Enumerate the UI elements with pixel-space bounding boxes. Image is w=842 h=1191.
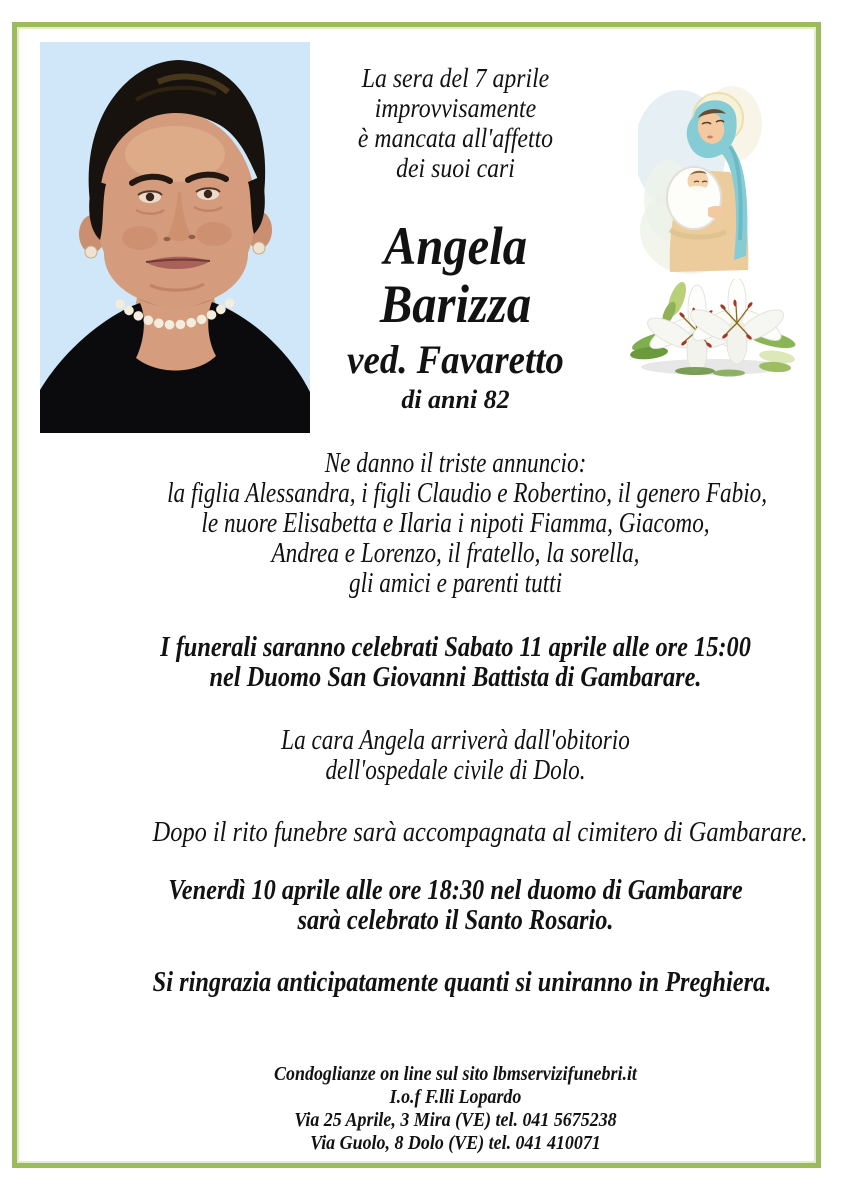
footer-address-dolo-line: Via Guolo, 8 Dolo (VE) tel. 041 410071 [310, 1133, 601, 1154]
funeral-line: nel Duomo San Giovanni Battista di Gambarare. [209, 661, 702, 693]
burial-line: Dopo il rito funebre sarà accompagnata al cimitero di Gambarare. [152, 816, 808, 848]
thanks-line: Si ringrazia anticipatamente quanti si uniranno in Preghiera. [152, 966, 772, 998]
rosary-line: Venerdì 10 aprile alle ore 18:30 nel duomo di Gambarare [168, 874, 743, 906]
intro-line: è mancata all'affetto [357, 123, 554, 153]
funeral-home-footer [124, 1063, 787, 1155]
deceased-name-block [95, 217, 816, 414]
arrival-line: dell'ospedale civile di Dolo. [325, 754, 586, 786]
footer-address-mira-line: Via 25 Aprile, 3 Mira (VE) tel. 041 5675238 [294, 1110, 617, 1131]
announcement-line: Ne danno il triste annuncio: [324, 447, 587, 479]
deceased-widow-line: ved. Favaretto [347, 337, 564, 382]
intro-line: dei suoi cari [396, 153, 515, 183]
rosary-line: sarà celebrato il Santo Rosario. [297, 904, 614, 936]
arrival-line: La cara Angela arriverà dall'obitorio [281, 724, 630, 756]
intro-line: improvvisamente [374, 93, 537, 123]
announcement-line: gli amici e parenti tutti [348, 567, 563, 599]
deceased-age-line: di anni 82 [401, 385, 510, 414]
burial-details [152, 816, 808, 848]
family-announcement [167, 447, 768, 599]
announcement-line: Andrea e Lorenzo, il fratello, la sorella, [271, 537, 640, 569]
funeral-line: I funerali saranno celebrati Sabato 11 aprile alle ore 15:00 [160, 631, 751, 663]
footer-condolences-site-line: Condoglianze on line sul sito lbmservizifunebri.it [274, 1064, 637, 1085]
rosary-details [153, 875, 759, 935]
green-frame [12, 22, 821, 1168]
death-announcement-intro [138, 63, 772, 183]
deceased-last-name: Barizza [379, 274, 532, 334]
arrival-details [167, 725, 744, 785]
announcement-line: le nuore Elisabetta e Ilaria i nipoti Fiamma, Giacomo, [201, 507, 710, 539]
announcement-line: la figlia Alessandra, i figli Claudio e Robertino, il genero Fabio, [167, 477, 768, 509]
funeral-details [153, 632, 759, 692]
deceased-first-name: Angela [383, 216, 528, 276]
footer-company-line: I.o.f F.lli Lopardo [389, 1087, 522, 1108]
thanks-line-block [152, 966, 772, 998]
intro-line: La sera del 7 aprile [361, 63, 550, 93]
